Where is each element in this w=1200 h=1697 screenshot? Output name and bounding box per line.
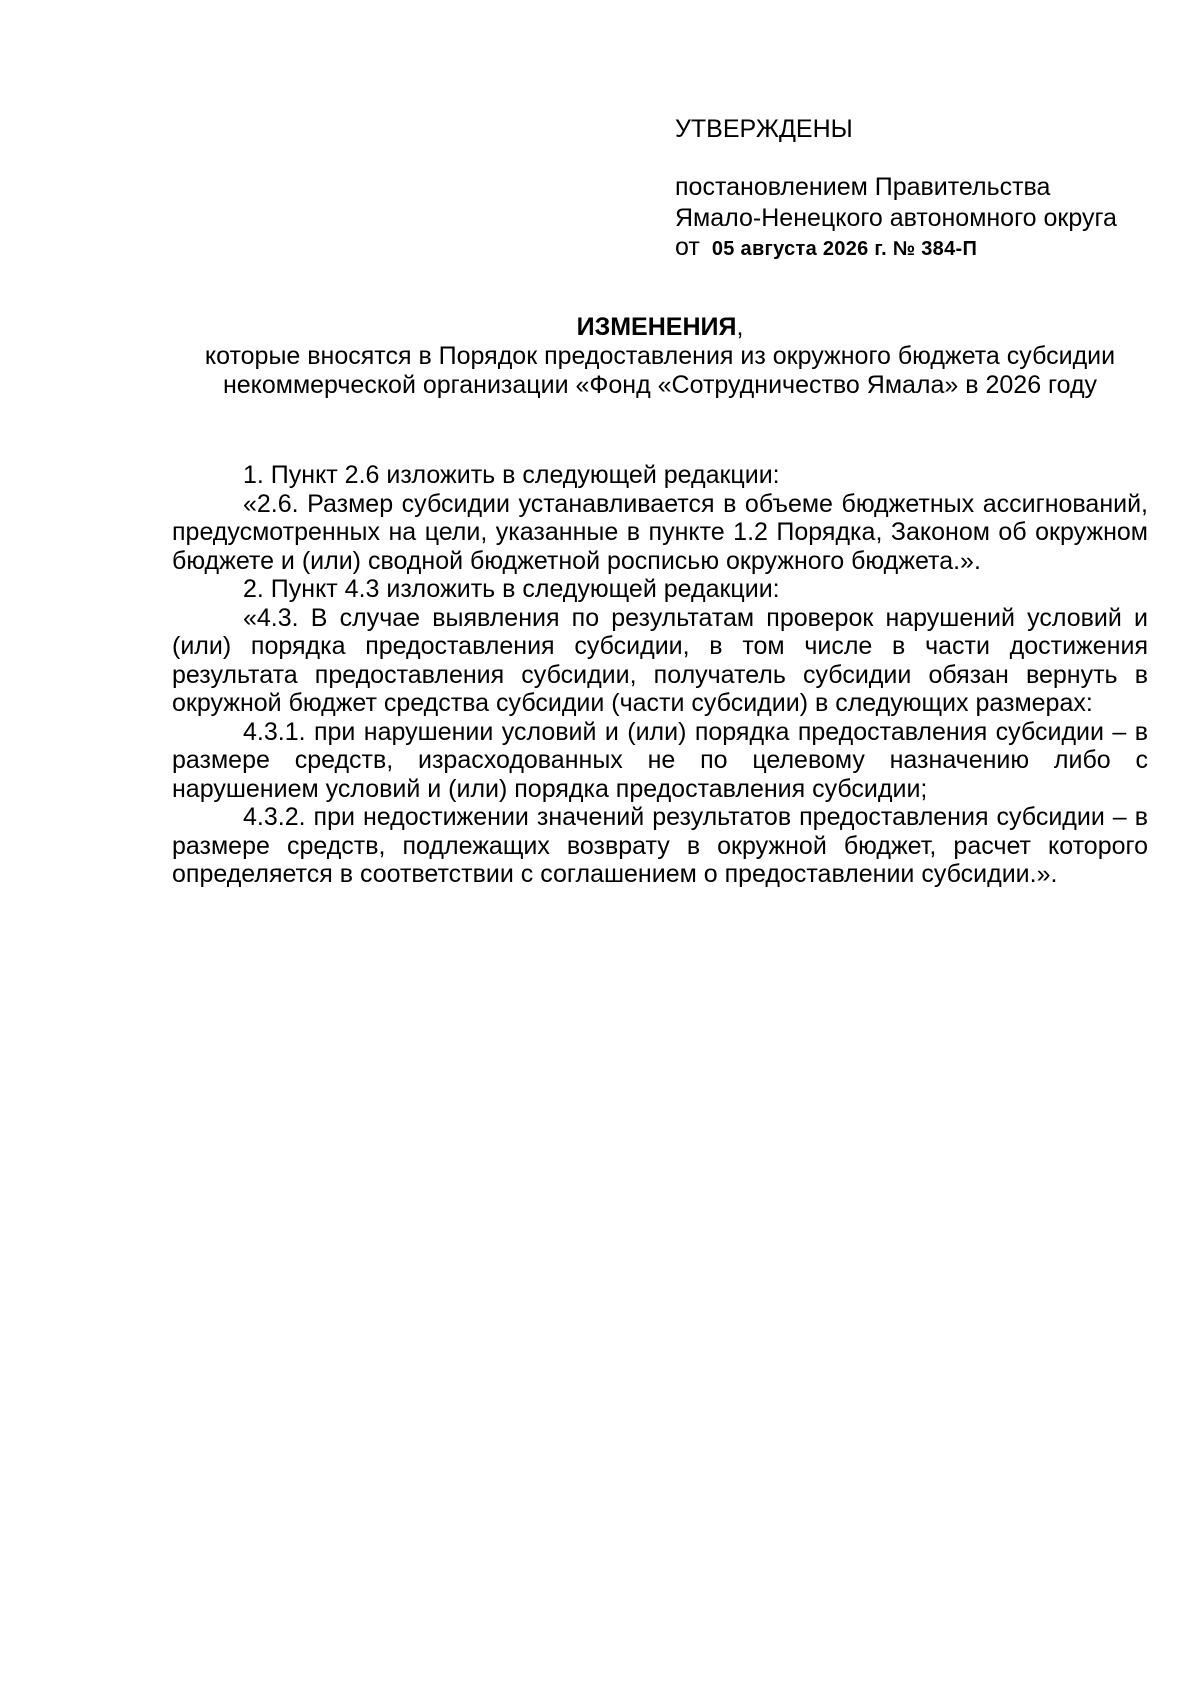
document-title: ИЗМЕНЕНИЯ [576,313,737,341]
paragraph-clause-4-3: «4.3. В случае выявления по результатам проверок нарушений условий и (или) порядка предоставления субсидии, в том числе в части достижения результата предоставления субсидии, получатель субсидии обязан вернуть в окружной бюджет средства субсидии (части субсидии) в следующих размерах: [172,603,1148,717]
document-heading [172,313,1148,400]
title-suffix: , [736,313,744,341]
approval-date-line [675,232,1175,265]
approval-line-1: постановлением Правительства [675,173,1051,201]
paragraph-item-1: 1. Пункт 2.6 изложить в следующей редакции: [243,461,780,489]
paragraph-clause-4-3-1: 4.3.1. при нарушении условий и (или) порядка предоставления субсидии – в размере средств, израсходованных не по целевому назначению либо с нарушением условий и (или) порядка предоставления субсидии; [172,717,1148,803]
paragraph-clause-4-3-2: 4.3.2. при недостижении значений результатов предоставления субсидии – в размере средств, подлежащих возврату в окружной бюджет, расчет которого определяется в соответствии с соглашением о предоставлении субсидии.». [172,803,1148,888]
paragraph-clause-2-6: «2.6. Размер субсидии устанавливается в объеме бюджетных ассигнований, предусмотренных на цели, указанные в пункте 1.2 Порядка, Законом об окружном бюджете и (или) сводной бюджетной росписью окружного бюджета.». [172,489,1148,575]
title-line [172,313,1148,342]
date-value: 05 августа 2026 г. № 384-П [711,238,978,260]
date-prefix: от [675,233,700,261]
approval-block [675,114,1175,265]
document-body [172,461,1148,889]
approved-label: УТВЕРЖДЕНЫ [675,115,853,143]
subtitle-line-2: некоммерческой организации «Фонд «Сотрудничество Ямала» в 2026 году [222,371,1098,399]
subtitle-line-1: которые вносятся в Порядок предоставления из окружного бюджета субсидии [204,342,1116,370]
approval-line-2: Ямало-Ненецкого автономного округа [675,204,1117,232]
paragraph-item-2: 2. Пункт 4.3 изложить в следующей редакции: [243,575,780,603]
